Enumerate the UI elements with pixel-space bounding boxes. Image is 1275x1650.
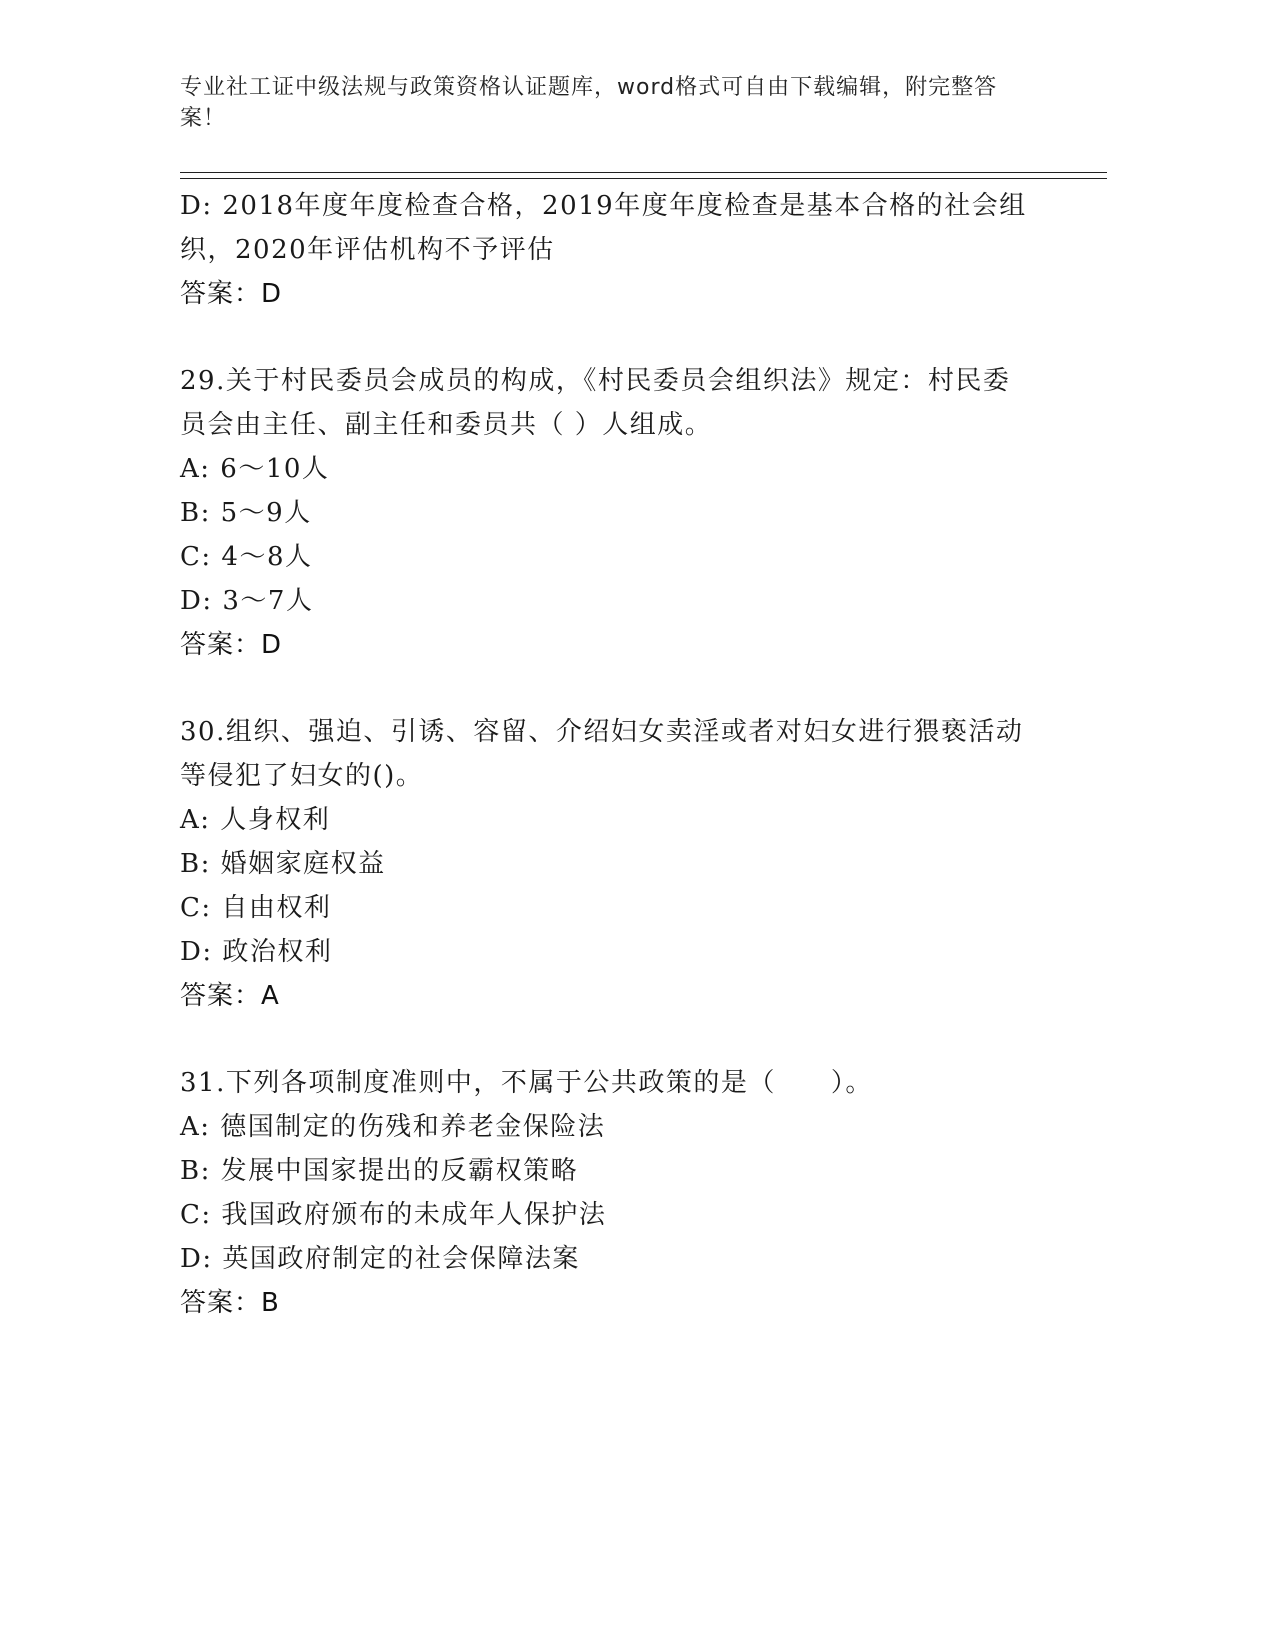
option-a: A: 人身权利 (180, 805, 331, 835)
question-stem: 29.关于村民委员会成员的构成，《村民委员会组织法》规定：村民委 (180, 366, 1011, 396)
header-line-2: 案！ (180, 106, 227, 131)
answer-line: 答案：D (180, 279, 283, 309)
answer-line: 答案：D (180, 630, 283, 660)
question-stem-continued: 等侵犯了妇女的()。 (180, 761, 424, 791)
option-c: C: 我国政府颁布的未成年人保护法 (180, 1200, 607, 1230)
option-d: D: 政治权利 (180, 937, 333, 967)
option-c: C: 4～8人 (180, 542, 313, 572)
question-stem: 31.下列各项制度准则中，不属于公共政策的是（ ）。 (180, 1068, 873, 1098)
option-b: B: 5～9人 (180, 498, 312, 528)
option-c: C: 自由权利 (180, 893, 332, 923)
question-29 (180, 359, 1050, 667)
question-stem-continued: 员会由主任、副主任和委员共（ ）人组成。 (180, 410, 713, 440)
answer-line: 答案：B (180, 1288, 280, 1318)
header-divider-bottom (180, 178, 1107, 179)
option-b: B: 发展中国家提出的反霸权策略 (180, 1156, 579, 1186)
question-31 (180, 1061, 1050, 1325)
option-b: B: 婚姻家庭权益 (180, 849, 386, 879)
question-stem: 30.组织、强迫、引诱、容留、介绍妇女卖淫或者对妇女进行猥亵活动 (180, 717, 1024, 747)
option-a: A: 德国制定的伤残和养老金保险法 (180, 1112, 606, 1142)
document-header (180, 72, 1040, 134)
previous-question-tail (180, 184, 1050, 316)
option-d: D: 2018年度年度检查合格，2019年度年度检查是基本合格的社会组 (180, 191, 1027, 221)
answer-line: 答案：A (180, 981, 280, 1011)
option-d: D: 3～7人 (180, 586, 314, 616)
header-line-1: 专业社工证中级法规与政策资格认证题库，word格式可自由下载编辑，附完整答 (180, 75, 998, 100)
header-divider-top (180, 172, 1107, 173)
option-d-continued: 织，2020年评估机构不予评估 (180, 235, 555, 265)
question-30 (180, 710, 1050, 1018)
question-content (180, 184, 1050, 1325)
option-a: A: 6～10人 (180, 454, 330, 484)
spacer (180, 667, 1050, 710)
option-d: D: 英国政府制定的社会保障法案 (180, 1244, 580, 1274)
spacer (180, 316, 1050, 359)
spacer (180, 1018, 1050, 1061)
